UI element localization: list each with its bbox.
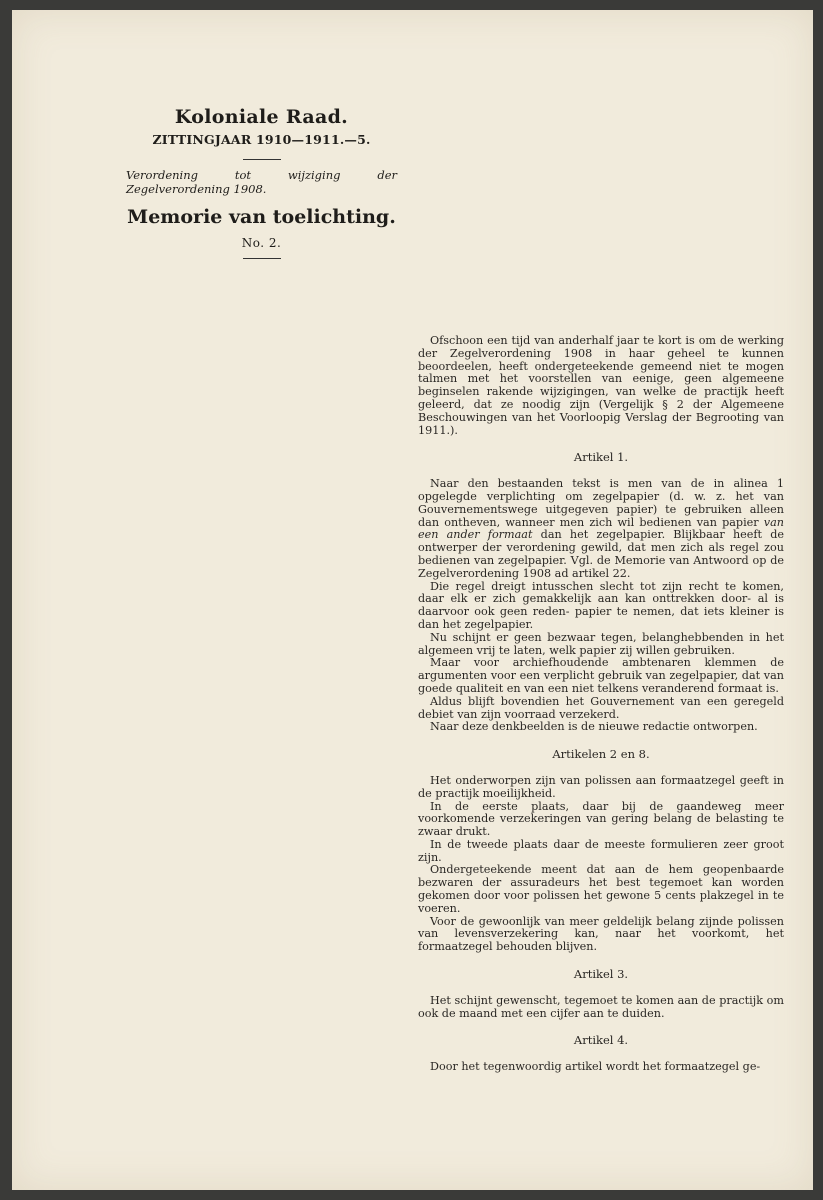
ordinance-subject: Verordening tot wijziging der Zegelverordening 1908. [126, 168, 397, 196]
paragraph: Naar deze denkbeelden is de nieuwe redactie ontworpen. [430, 720, 758, 734]
memorie-heading: Memorie van toelichting. [127, 206, 396, 228]
paragraph: Die regel dreigt intusschen slecht tot zijn recht te komen, daar elk er zich gemakkelijk aan kan onttrekken door- al is daarvoor ook geen reden- papier te nemen, dat iets kleiner is dan het zegelpapier. [418, 579, 784, 631]
session-year: ZITTINGJAAR 1910—1911.—5. [152, 132, 371, 147]
article-heading: Artikel 4. [573, 1033, 629, 1048]
article-heading: Artikelen 2 en 8. [552, 747, 650, 762]
paragraph: Ondergeteekende meent dat aan de hem geopenbaarde bezwaren der assuradeurs het best tegemoet kan worden gekomen door voor polissen het gewone 5 cents plakzegel in te voeren. [418, 863, 784, 915]
council-title: Koloniale Raad. [174, 106, 349, 128]
paragraph: Door het tegenwoordig artikel wordt het formaatzegel ge- [430, 1060, 761, 1074]
paragraph: In de eerste plaats, daar bij de gaandeweg meer voorkomende verzekeringen van gering belang de belasting te zwaar drukt. [418, 799, 784, 839]
divider [243, 258, 281, 259]
emphasized-text: van een ander formaat [418, 515, 784, 542]
document-page [12, 10, 813, 1190]
paragraph: Het onderworpen zijn van polissen aan formaatzegel geeft in de practijk moeilijkheid. [418, 773, 784, 800]
paragraph: In de tweede plaats daar de meeste formulieren zeer groot zijn. [418, 837, 784, 864]
paragraph: Aldus blijft bovendien het Gouvernement van een geregeld debiet van zijn voorraad verzekerd. [418, 694, 784, 721]
article-heading: Artikel 3. [573, 967, 629, 982]
document-number: No. 2. [241, 236, 282, 250]
paragraph: Het schijnt gewenscht, tegemoet te komen aan de practijk om ook de maand met een cijfer aan te duiden. [418, 993, 784, 1020]
paragraph-text: Naar den bestaanden tekst is men van de in alinea 1 opgelegde verplichting om zegelpapier (d. w. z. het van Gouvernementswege uitgegeven papier) te gebruiken alleen dan ontheven, wanneer men zich wil bedienen van papier [418, 477, 784, 529]
intro-paragraph: Ofschoon een tijd van anderhalf jaar te kort is om de werking der Zegelverordening 1908 in haar geheel te kunnen beoordeelen, heeft ondergeteekende gemeend niet te mogen talmen met het voorstellen van eenige, geen algemeene beginselen rakende wijzigingen, van welke de practijk heeft geleerd, dat ze noodig zijn (Vergelijk § 2 der Algemeene Beschouwingen van het Voorloopig Verslag der Begrooting van 1911.). [418, 334, 784, 437]
divider [243, 159, 281, 160]
paragraph: Voor de gewoonlijk van meer geldelijk belang zijnde polissen van levensverzekering kan, naar het voorkomt, het formaatzegel behouden blijven. [418, 914, 784, 954]
paragraph: Nu schijnt er geen bezwaar tegen, belanghebbenden in het algemeen vrij te laten, welk papier zij willen gebruiken. [418, 630, 784, 657]
paragraph [418, 478, 784, 580]
article-heading: Artikel 1. [573, 450, 629, 465]
paragraph: Maar voor archiefhoudende ambtenaren klemmen de argumenten voor een verplicht gebruik van zegelpapier, dat van goede qualiteit en van een niet telkens veranderend formaat is. [418, 656, 784, 695]
document-header [124, 106, 399, 267]
paragraph-text: dan het zegelpapier. Blijkbaar heeft de ontwerper der verordening gewild, dat men zich als regel zou bedienen van zegelpapier. Vgl. de Memorie van Antwoord op de Zegelverordening 1908 ad artikel 22. [418, 528, 784, 580]
document-body [418, 335, 784, 1074]
